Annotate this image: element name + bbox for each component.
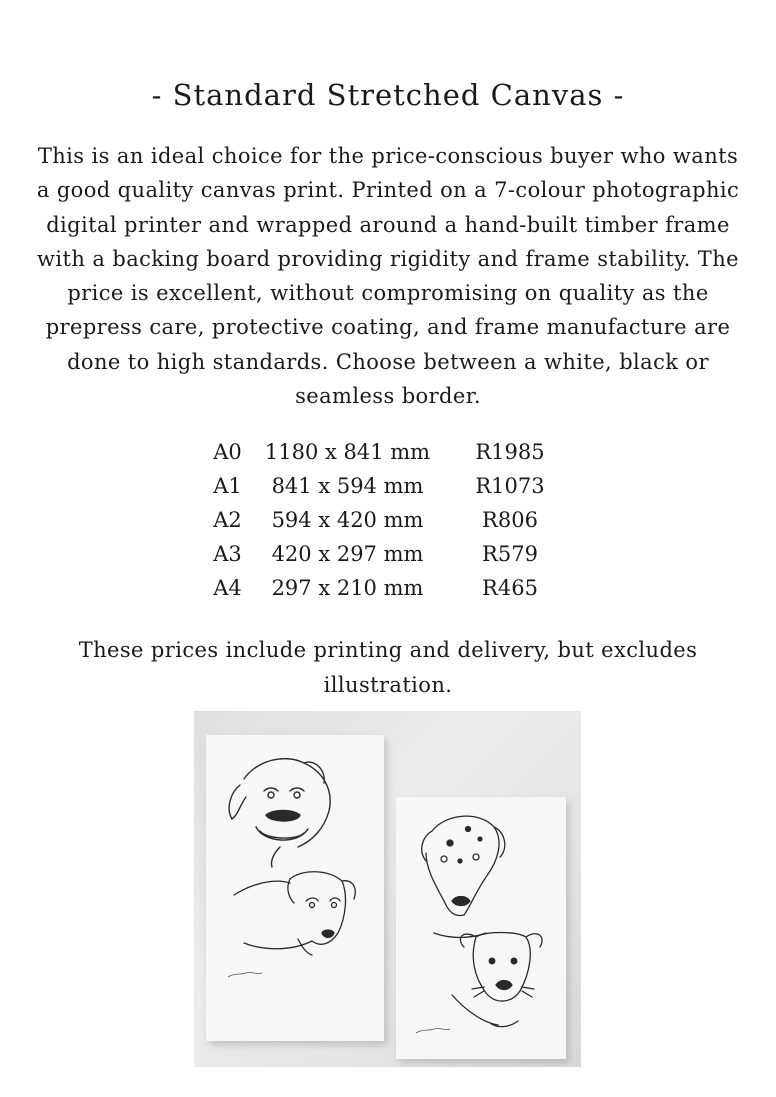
dimensions-cell: 594 x 420 mm — [271, 508, 424, 532]
price-cell: R579 — [482, 542, 538, 566]
product-description: This is an ideal choice for the price-conscious buyer who wants a good quality canvas print. Printed on a 7-colour photographic digital printer and wrapped around a hand-built timber frame with a backing board providing rigidity and frame stability. The price is excellent, without compromising on quality as the prepress care, protective coating, and frame manufacture are done to high standards. Choose between a white, black or seamless border. — [36, 144, 740, 409]
size-cell: A0 — [213, 440, 242, 464]
dimensions-cell: 841 x 594 mm — [271, 474, 424, 498]
price-cell: R1073 — [475, 474, 545, 498]
canvas-photo — [194, 711, 581, 1067]
size-cell: A4 — [213, 576, 242, 600]
price-table — [200, 435, 580, 605]
dimensions-cell: 1180 x 841 mm — [264, 440, 431, 464]
size-cell: A2 — [213, 508, 242, 532]
table-row — [200, 571, 580, 605]
left-canvas — [206, 735, 384, 1041]
table-row — [200, 503, 580, 537]
dimensions-cell: 420 x 297 mm — [271, 542, 424, 566]
canvas-photo-illustration — [194, 711, 581, 1067]
price-cell: R806 — [482, 508, 538, 532]
dimensions-cell: 297 x 210 mm — [271, 576, 424, 600]
size-cell: A1 — [213, 474, 242, 498]
table-row — [200, 537, 580, 571]
price-note: These prices include printing and delivery, but excludes illustration. — [78, 638, 698, 697]
page-title: - Standard Stretched Canvas - — [151, 78, 625, 112]
right-canvas — [396, 797, 566, 1059]
size-cell: A3 — [213, 542, 242, 566]
table-row — [200, 435, 580, 469]
price-cell: R465 — [482, 576, 538, 600]
price-cell: R1985 — [475, 440, 545, 464]
table-row — [200, 469, 580, 503]
